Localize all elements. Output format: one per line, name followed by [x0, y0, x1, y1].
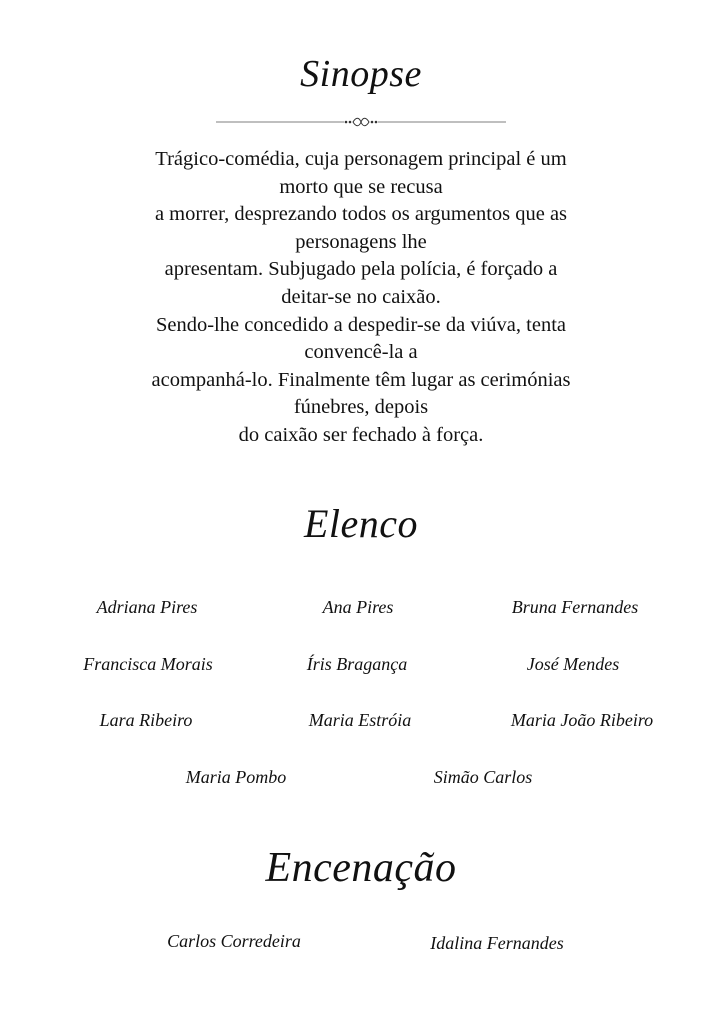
synopsis-line: do caixão ser fechado à força. [238, 423, 484, 446]
cast-member-name: Simão Carlos [433, 767, 533, 787]
cast-member-name: José Mendes [526, 654, 620, 674]
synopsis-heading: Sinopse [300, 53, 422, 95]
synopsis-line: deitar-se no caixão. [281, 285, 441, 308]
cast-member-name: Bruna Fernandes [511, 597, 639, 617]
synopsis-line: Sendo-lhe concedido a despedir-se da viúva, tenta [155, 313, 566, 336]
synopsis-text [100, 146, 622, 450]
director-name: Carlos Corredeira [167, 931, 301, 951]
cast-member-name: Maria Pombo [185, 767, 287, 787]
synopsis-line: Trágico-comédia, cuja personagem principal é um [155, 148, 567, 170]
synopsis-line: personagens lhe [295, 230, 427, 253]
synopsis-line: convencê-la a [304, 341, 418, 364]
cast-member-name: Ana Pires [322, 597, 394, 617]
director-name: Idalina Fernandes [430, 933, 564, 953]
synopsis-line: a morrer, desprezando todos os argumentos que as [154, 203, 568, 226]
synopsis-line: apresentam. Subjugado pela polícia, é forçado a [164, 258, 558, 281]
cast-member-name: Adriana Pires [96, 597, 198, 617]
synopsis-line: acompanhá-lo. Finalmente têm lugar as cerimónias [151, 368, 571, 391]
synopsis-line: morto que se recusa [279, 175, 443, 198]
cast-member-name: Íris Bragança [306, 654, 408, 674]
cast-member-name: Francisca Morais [83, 654, 213, 674]
ornamental-divider-icon [216, 114, 506, 130]
synopsis-line: fúnebres, depois [293, 396, 429, 419]
cast-member-name: Maria João Ribeiro [510, 710, 654, 730]
cast-member-name: Maria Estróia [308, 710, 412, 730]
direction-heading: Encenação [265, 845, 457, 891]
cast-heading: Elenco [303, 501, 419, 546]
cast-member-name: Lara Ribeiro [99, 710, 193, 730]
